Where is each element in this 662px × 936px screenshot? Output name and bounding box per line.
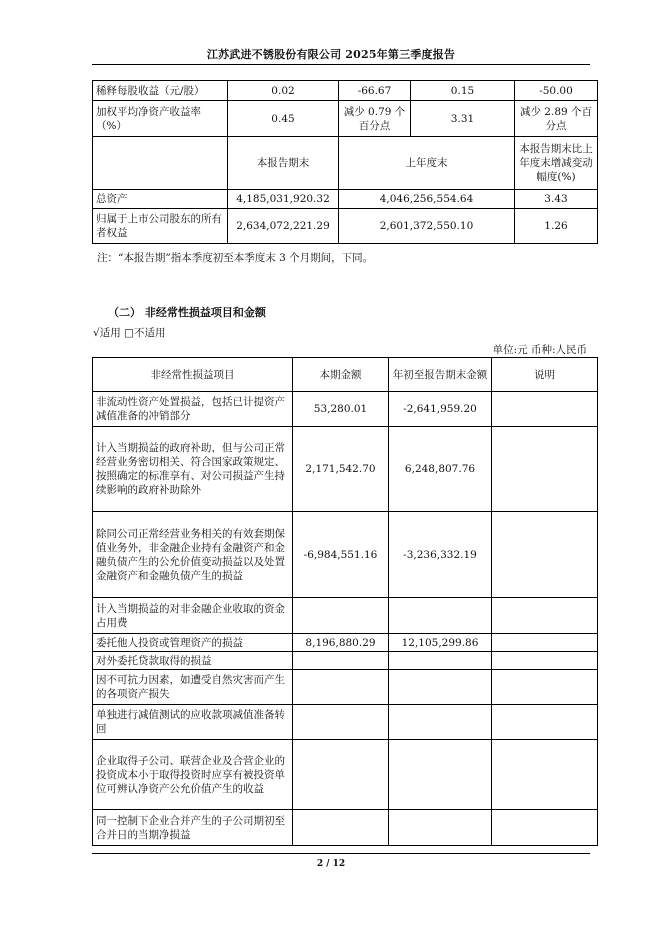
current-amount: 8,196,880.29 [293,634,389,652]
current-amount [293,598,389,634]
note-cell [492,670,598,705]
table-row [93,810,598,846]
cell-value: 4,185,031,920.32 [228,190,339,209]
table-row [93,209,598,244]
item-cell: 单独进行减值测试的应收款项减值准备转回 [93,705,293,740]
note-cell [492,427,598,512]
table-row [93,740,598,810]
ytd-amount [389,670,492,705]
report-header-title: 江苏武进不锈股份有限公司 2025年第三季度报告 [206,48,456,61]
note-cell [492,392,598,427]
note-cell [492,634,598,652]
column-header: 上年度末 [339,137,515,190]
table-row [93,634,598,652]
column-header: 非经常性损益项目 [93,358,293,392]
unit-label: 单位:元 币种:人民币 [492,344,587,356]
cell-value: 减少 2.89 个百分点 [515,101,598,137]
ytd-amount: -3,236,332.19 [389,512,492,598]
table-header-row [93,358,598,392]
cell-value: 0.02 [228,81,339,101]
note-cell [492,652,598,670]
current-amount [293,705,389,740]
ytd-amount [389,705,492,740]
table-row [93,598,598,634]
financial-indicators-table [92,80,598,244]
header-rule [92,64,590,65]
table-row [93,101,598,137]
ytd-amount [389,810,492,846]
current-amount [293,670,389,705]
ytd-amount: 12,105,299.86 [389,634,492,652]
current-amount: -6,984,551.16 [293,512,389,598]
current-amount: 53,280.01 [293,392,389,427]
current-amount [293,810,389,846]
column-header: 本报告期末比上年度末增减变动幅度(%) [515,137,598,190]
item-cell: 委托他人投资或管理资产的损益 [93,634,293,652]
ytd-amount [389,652,492,670]
ytd-amount [389,598,492,634]
item-cell: 同一控制下企业合并产生的子公司期初至合并日的当期净损益 [93,810,293,846]
table-row [93,81,598,101]
cell-value: 2,634,072,221.29 [228,209,339,244]
item-cell: 因不可抗力因素，如遭受自然灾害而产生的各项资产损失 [93,670,293,705]
cell-value: 3.31 [411,101,515,137]
column-header: 本报告期末 [228,137,339,190]
cell-value: 4,046,256,554.64 [339,190,515,209]
note-cell [492,740,598,810]
table-row [93,392,598,427]
table-row [93,652,598,670]
table-note: 注：“本报告期”指本季度初至本季度末 3 个月期间，下同。 [97,252,374,264]
ytd-amount: -2,641,959.20 [389,392,492,427]
row-label: 总资产 [93,190,228,209]
item-cell: 对外委托贷款取得的损益 [93,652,293,670]
blank-cell [93,137,228,190]
cell-value: 减少 0.79 个百分点 [339,101,411,137]
note-cell [492,512,598,598]
current-amount [293,652,389,670]
table-row [93,427,598,512]
table-subheader-row [93,137,598,190]
cell-value: 2,601,372,550.10 [339,209,515,244]
note-cell [492,810,598,846]
page-number: 2 / 12 [316,859,346,869]
item-cell: 计入当期损益的对非金融企业收取的资金占用费 [93,598,293,634]
item-cell: 计入当期损益的政府补助，但与公司正常经营业务密切相关、符合国家政策规定、按照确定的标准享有、对公司损益产生持续影响的政府补助除外 [93,427,293,512]
column-header: 说明 [492,358,598,392]
item-cell: 非流动性资产处置损益，包括已计提资产减值准备的冲销部分 [93,392,293,427]
section-title: （二） 非经常性损益项目和金额 [108,306,266,319]
applicability-indicator: √适用 □不适用 [93,327,166,339]
cell-value: 0.15 [411,81,515,101]
note-cell [492,705,598,740]
note-cell [492,598,598,634]
row-label: 稀释每股收益（元/股） [93,81,228,101]
table-row [93,190,598,209]
cell-value: 0.45 [228,101,339,137]
ytd-amount [389,740,492,810]
cell-value: 1.26 [515,209,598,244]
footer-rule [92,853,590,854]
column-header: 年初至报告期末金额 [389,358,492,392]
row-label: 归属于上市公司股东的所有者权益 [93,209,228,244]
table-row [93,512,598,598]
current-amount: 2,171,542.70 [293,427,389,512]
item-cell: 企业取得子公司、联营企业及合营企业的投资成本小于取得投资时应享有被投资单位可辨认净资产公允价值产生的收益 [93,740,293,810]
column-header: 本期金额 [293,358,389,392]
ytd-amount: 6,248,807.76 [389,427,492,512]
table-row [93,670,598,705]
table-row [93,705,598,740]
cell-value: -66.67 [339,81,411,101]
row-label: 加权平均净资产收益率（%） [93,101,228,137]
cell-value: 3.43 [515,190,598,209]
current-amount [293,740,389,810]
cell-value: -50.00 [515,81,598,101]
item-cell: 除同公司正常经营业务相关的有效套期保值业务外，非金融企业持有金融资产和金融负债产生的公允价值变动损益以及处置金融资产和金融负债产生的损益 [93,512,293,598]
non-recurring-gains-table [92,357,598,846]
